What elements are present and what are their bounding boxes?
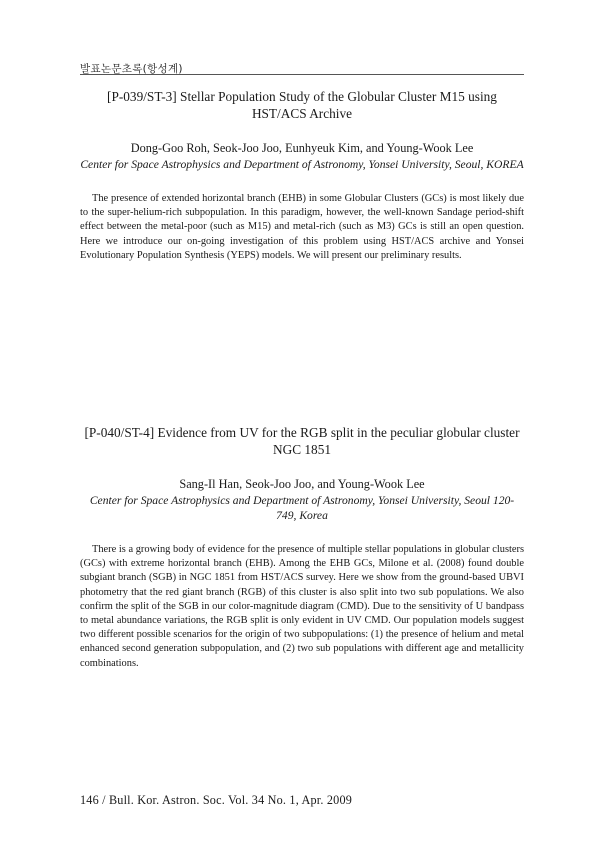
section-header-label: 발표논문초록(항성계): [80, 63, 183, 75]
abstract-p040: [80, 424, 524, 671]
header-divider: [80, 74, 524, 75]
page-footer-citation: 146 / Bull. Kor. Astron. Soc. Vol. 34 No. 1, Apr. 2009: [80, 793, 353, 807]
abstract-title: [P-039/ST-3] Stellar Population Study of the Globular Cluster M15 using HST/ACS Archive: [107, 89, 497, 121]
abstract-title: [P-040/ST-4] Evidence from UV for the RGB split in the peculiar globular cluster NGC 1851: [84, 425, 520, 457]
abstract-affiliation: Center for Space Astrophysics and Department of Astronomy, Yonsei University, Seoul, KOREA: [80, 158, 524, 171]
abstract-affiliation: Center for Space Astrophysics and Department of Astronomy, Yonsei University, Seoul 120-749, Korea: [89, 494, 515, 522]
abstract-authors: Sang-Il Han, Seok-Joo Joo, and Young-Wook Lee: [179, 477, 425, 491]
abstract-body: The presence of extended horizontal branch (EHB) in some Globular Clusters (GCs) is most likely due to the super-helium-rich subpopulation. In this paradigm, however, the well-known Sandage period-shift effect between the metal-poor (such as M15) and metal-rich (such as M3) GCs is still an open question. Here we introduce our on-going investigation of this problem using HST/ACS archive and Yonsei Evolutionary Population Synthesis (YEPS) models. We will present our preliminary results.: [80, 193, 524, 261]
abstract-body: There is a growing body of evidence for the presence of multiple stellar populations in globular clusters (GCs) with extreme horizontal branch (EHB). Among the EHB GCs, Milone et al. (2008) found double subgiant branch (SGB) in NGC 1851 from HST/ACS survey. Here we show from the ground-based UBVI photometry that the red giant branch (RGB) of this cluster is also split into two sub populations. We also confirm the split of the SGB in our color-magnitude diagram (CMD). Due to the sensitivity of U bandpass to metal abundance variations, the RGB split is only evident in UV CMD. Our population models suggest two different possible scenarios for the origin of two subpopulations: (1) the presence of helium and metal enhanced second generation subpopulation, and (2) two sub populations with different age and metallicity combinations.: [80, 544, 524, 669]
abstract-authors: Dong-Goo Roh, Seok-Joo Joo, Eunhyeuk Kim, and Young-Wook Lee: [130, 141, 474, 155]
abstract-p039: [80, 88, 524, 263]
